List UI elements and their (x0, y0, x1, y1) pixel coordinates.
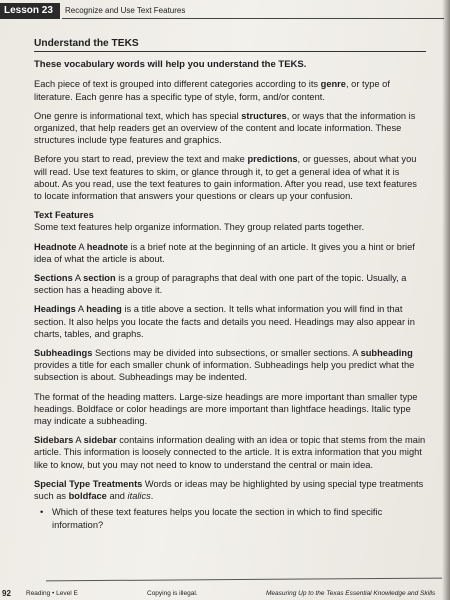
text-run: , or guesses, about what you will read. Use text features to skim, or glance through it, to get a general idea of what it is about. As you read, use the text features to gain information. After you read, use text features to locate information that answers your questions or clears up your confusion. (34, 154, 417, 202)
italics-example: italics (127, 491, 151, 502)
text-run: A (72, 273, 84, 284)
vocab-term-subheading: subheading (360, 348, 413, 359)
text-run: , or ways that the information is organized, that help readers get an overview of the content and locate information. These structures include type features and graphics. (34, 110, 416, 146)
headnote-paragraph (34, 241, 426, 265)
lesson-title: Recognize and Use Text Features (65, 6, 186, 15)
text-run: is a brief note at the beginning of an article. It gives you a hint or brief idea of what the article is about. (34, 241, 415, 264)
bullet-icon: • (40, 507, 44, 518)
vocab-term-predictions: predictions (247, 154, 298, 165)
page-shadow (442, 0, 450, 600)
vocab-term-sidebar: sidebar (83, 435, 117, 446)
subheadings-paragraph (34, 347, 426, 384)
sidebars-label: Sidebars (34, 435, 74, 446)
text-run: is a title above a section. It tells what information you will find in that section. It also helps you locate the facts and details you need. Headings may also appear in charts, tables, and graphs. (34, 304, 415, 339)
text-run: Before you start to read, preview the text and make (34, 154, 248, 165)
text-run: . (150, 491, 154, 502)
headnote-label: Headnote (34, 241, 77, 252)
genre-paragraph (34, 78, 426, 102)
text-run: A (75, 304, 87, 315)
sidebars-paragraph (34, 434, 426, 471)
structures-paragraph (34, 110, 426, 147)
sections-label: Sections (34, 273, 73, 284)
answer-line (46, 578, 442, 582)
header-rule (62, 18, 444, 19)
text-run: Words or ideas may be highlighted by using special type treatments such as (34, 478, 424, 502)
page-content (34, 38, 426, 531)
headings-paragraph (34, 303, 426, 340)
sections-paragraph (34, 272, 426, 296)
page-footer (0, 590, 450, 600)
special-type-paragraph (34, 478, 426, 502)
special-type-label: Special Type Treatments (34, 478, 143, 489)
text-run: is a group of paragraphs that deal with one part of the topic. Usually, a section has a heading above it. (34, 273, 407, 296)
section-heading: Understand the TEKS (34, 38, 426, 52)
intro-text: These vocabulary words will help you understand the TEKS. (34, 59, 307, 71)
vocab-term-section: section (83, 273, 116, 284)
lesson-label: Lesson 23 (0, 3, 60, 19)
text-run: provides a title for each smaller chunk of information. Subheadings help you predict what the subsection is about. Subheadings may be indented. (34, 360, 415, 383)
footer-level: Reading • Level E (26, 590, 78, 597)
text-run: and (106, 491, 128, 502)
vocab-term-headnote: headnote (86, 241, 129, 252)
vocab-term-heading: heading (86, 304, 122, 315)
text-run: Sections may be divided into subsections, or smaller sections. A (92, 348, 361, 359)
question-text: Which of these text features helps you locate the section in which to find specific information? (52, 507, 383, 530)
vocab-term-genre: genre (320, 79, 346, 90)
vocab-term-structures: structures (241, 110, 287, 121)
boldface-example: boldface (68, 491, 107, 502)
footer-credit: Measuring Up to the Texas Essential Knowledge and Skills (266, 590, 436, 597)
text-run: One genre is informational text, which has special (34, 110, 242, 121)
text-run: Each piece of text is grouped into different categories according to its (34, 79, 321, 90)
text-features-paragraph (34, 209, 426, 233)
predictions-paragraph (34, 153, 426, 202)
page-number: 92 (2, 589, 11, 598)
text-run: contains information dealing with an idea or topic that stems from the main article. This information is loosely connected to the article. It is extra information that you might like to know, but you may not need to know to understand the central or main idea. (34, 435, 426, 470)
headings-label: Headings (34, 304, 76, 315)
page-header (0, 0, 450, 22)
text-run: A (73, 435, 84, 446)
text-run: A (76, 241, 87, 252)
format-paragraph: The format of the heading matters. Large-size headings are more important than smaller type headings. Boldface or color headings are more important than lightface headings. Italic type may indicate a subheading. (34, 391, 418, 427)
footer-copyright: Copying is illegal. (147, 590, 198, 597)
question-item (40, 506, 426, 530)
text-run: , or type of literature. Each genre has a specific type of style, form, and/or content. (34, 79, 390, 102)
subheadings-label: Subheadings (34, 348, 93, 359)
text-features-title: Text Features (34, 210, 94, 221)
text-run: Some text features help organize information. They group related parts together. (34, 222, 365, 233)
